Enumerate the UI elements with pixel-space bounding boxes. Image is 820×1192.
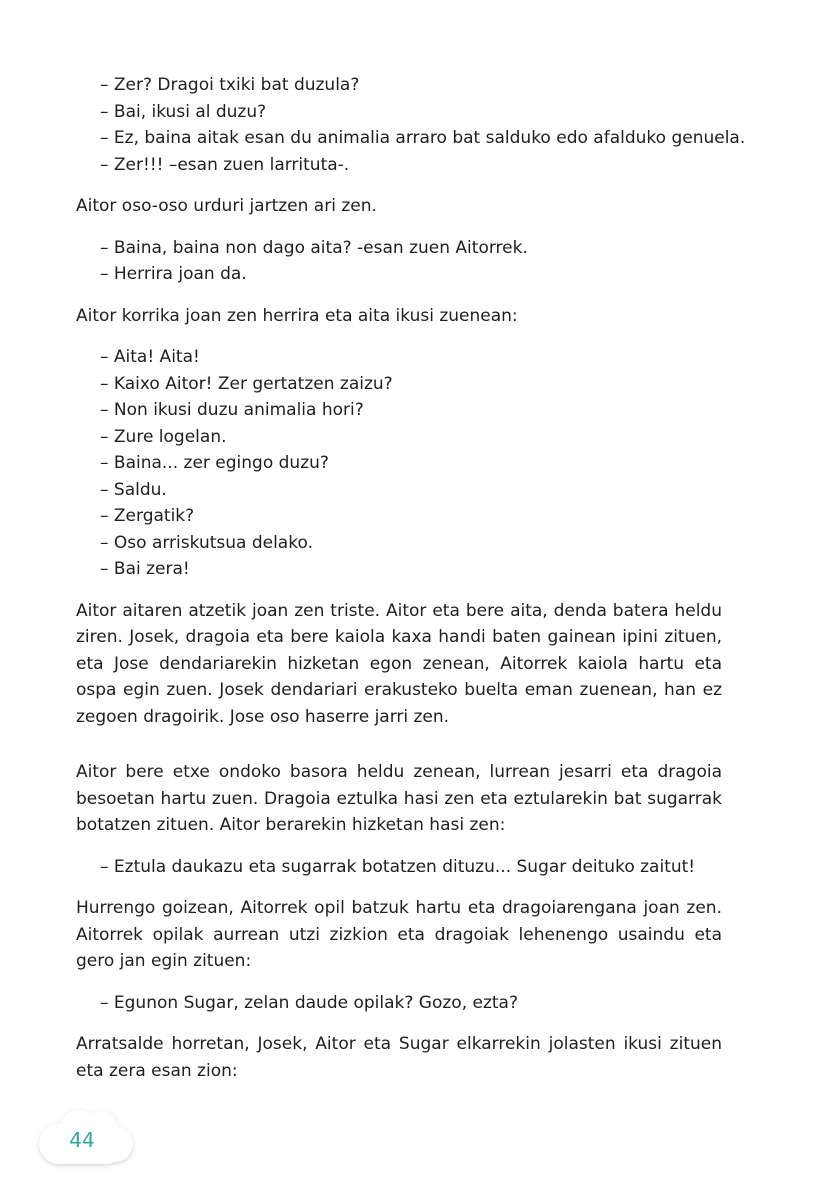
paragraph-3: Aitor aitaren atzetik joan zen triste. Aitor eta bere aita, denda batera heldu ziren. Josek, dragoia eta bere kaiola kaxa handi baten gainean ipini zituen, eta Jose dendariarekin hizketan egon zenean, Aitorrek kaiola hartu eta ospa egin zuen. Josek dendariari erakusteko buelta eman zuenean, han ez zegoen dragoirik. Jose oso haserre jarri zen. — [76, 600, 722, 727]
dialogue-line: – Bai zera! — [100, 559, 190, 579]
dialogue-line: – Aita! Aita! — [100, 347, 200, 367]
dialogue-block-5 — [100, 990, 722, 1017]
paragraph-6: Arratsalde horretan, Josek, Aitor eta Sugar elkarrekin jolasten ikusi zituen eta zera esan zion: — [76, 1034, 722, 1081]
dialogue-block-1 — [100, 72, 746, 178]
paragraph-4: Aitor bere etxe ondoko basora heldu zenean, lurrean jesarri eta dragoia besoetan hartu zuen. Dragoia eztulka hasi zen eta eztularekin bat sugarrak botatzen zituen. Aitor berarekin hizketan hasi zen: — [76, 762, 722, 835]
dialogue-line: – Zergatik? — [100, 506, 195, 526]
dialogue-line: – Oso arriskutsua delako. — [100, 532, 313, 553]
page-number: 44 — [69, 1128, 95, 1152]
dialogue-line: – Zer!!! –esan zuen larrituta-. — [100, 154, 350, 175]
dialogue-line: – Saldu. — [100, 479, 167, 500]
dialogue-line: – Kaixo Aitor! Zer gertatzen zaizu? — [100, 373, 393, 394]
dialogue-line: – Herrira joan da. — [100, 264, 247, 284]
page-number-cloud — [33, 1106, 137, 1172]
dialogue-line: – Baina... zer egingo duzu? — [100, 453, 329, 473]
dialogue-line: – Bai, ikusi al duzu? — [100, 101, 267, 122]
paragraph-2: Aitor korrika joan zen herrira eta aita ikusi zuenean: — [76, 305, 518, 326]
dialogue-line: – Non ikusi duzu animalia hori? — [100, 400, 364, 420]
paragraph-1: Aitor oso-oso urduri jartzen ari zen. — [76, 196, 377, 216]
story-text — [76, 72, 746, 1084]
dialogue-line: – Eztula daukazu eta sugarrak botatzen dituzu... Sugar deituko zaitut! — [100, 856, 696, 877]
dialogue-block-4 — [100, 854, 722, 881]
dialogue-line: – Zer? Dragoi txiki bat duzula? — [100, 75, 360, 95]
paragraph-5: Hurrengo goizean, Aitorrek opil batzuk hartu eta dragoiarengana joan zen. Aitorrek opilak aurrean utzi zizkion eta dragoiak lehenengo usaindu eta gero jan egin zituen: — [76, 898, 722, 971]
dialogue-line: – Baina, baina non dago aita? -esan zuen Aitorrek. — [100, 237, 528, 258]
dialogue-line: – Zure logelan. — [100, 426, 227, 447]
dialogue-line: – Egunon Sugar, zelan daude opilak? Gozo, ezta? — [100, 992, 518, 1013]
dialogue-line: – Ez, baina aitak esan du animalia arraro bat salduko edo afalduko genuela. — [100, 128, 746, 148]
dialogue-block-3 — [100, 344, 722, 583]
dialogue-block-2 — [100, 235, 722, 288]
